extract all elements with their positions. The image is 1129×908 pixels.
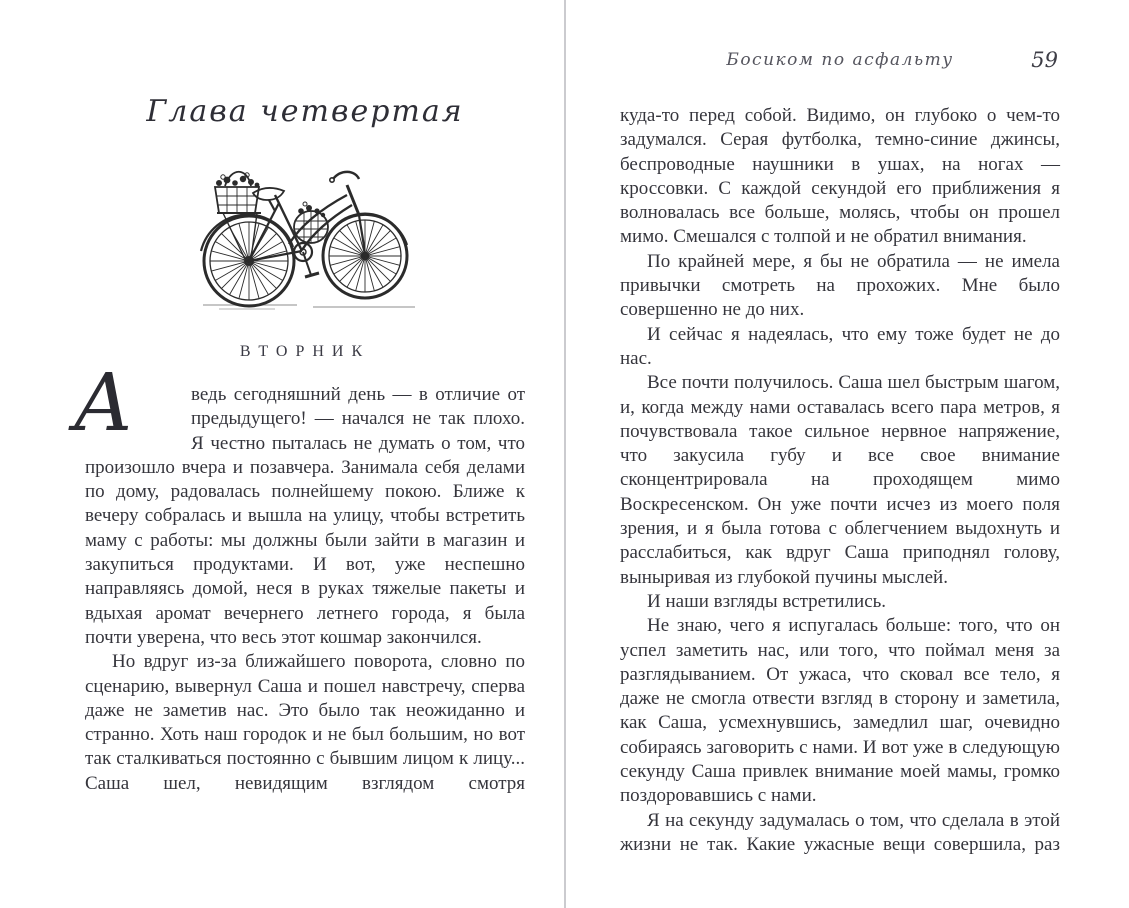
- right-page: [620, 0, 1060, 908]
- right-page-body: [620, 104, 1060, 857]
- bicycle-illustration: [189, 159, 421, 311]
- chapter-heading: Глава четвертая: [146, 94, 464, 129]
- left-page-body: [73, 356, 525, 796]
- page-number: 59: [1031, 48, 1058, 72]
- dropcap-box: [73, 356, 191, 449]
- paragraph-with-dropcap: [73, 356, 525, 650]
- running-head: Босиком по асфальту: [726, 50, 954, 70]
- dropcap-letter: А: [73, 356, 134, 449]
- bicycle-icon: [189, 159, 421, 311]
- paragraph: По крайней мере, я бы не обратила — не имела привычки смотреть на прохожих. Мне было совершенно не до них.: [620, 250, 1060, 321]
- paragraph: И наши взгляды встретились.: [647, 590, 887, 612]
- running-head-row: [620, 50, 1060, 80]
- paragraph-text: ведь сегодняшний день — в отличие от предыдущего! — начался не так плохо. Я честно пыталась не думать о том, что произошло вчера и позавчера. Занимала себя делами по дому, радовалась полнейшему покою. Ближе к вечеру собралась и вышла на улицу, чтобы встретить маму с работы: мы должны были зайти в магазин и закупиться продуктами. И вот, уже неспешно направляясь домой, неся в руках тяжелые пакеты и вдыхая аромат вечернего летнего города, я была почти уверена, что весь этот кошмар закончился.: [85, 384, 525, 648]
- paragraph: Все почти получилось. Саша шел быстрым шагом, и, когда между нами оставалась всего пара метров, я почувствовала такое сильное нервное напряжение, что закусила губу и все свое внимание сконцентрировала на проходящем мимо Воскресенском. Он уже почти исчез из моего поля зрения, и я была готова с облегчением выдохнуть и расслабиться, как вдруг Саша приподнял голову, выныривая из глубокой пучины мыслей.: [620, 372, 1060, 588]
- left-page: [73, 0, 525, 908]
- paragraph: И сейчас я надеялась, что ему тоже будет не до нас.: [620, 323, 1060, 369]
- paragraph: Но вдруг из-за ближайшего поворота, словно по сценарию, вывернул Саша и пошел навстречу, сперва даже не заметив нас. Это было так неожиданно и странно. Хоть наш городок и не был большим, но вот так сталкиваться постоянно с бывшим лицом к лицу... Саша шел, невидящим взглядом смотря: [85, 651, 525, 794]
- paragraph: куда-то перед собой. Видимо, он глубоко о чем-то задумался. Серая футболка, темно-синие джинсы, беспроводные наушники в ушах, на ногах — кроссовки. С каждой секундой его приближения я волновалась все больше, молясь, чтобы он прошел мимо. Смешался с толпой и не обратил внимания.: [620, 105, 1060, 248]
- paragraph: Я на секунду задумалась о том, что сделала в этой жизни не так. Какие ужасные вещи совершила, раз: [620, 809, 1060, 855]
- page-gutter-divider: [564, 0, 566, 908]
- paragraph: Не знаю, чего я испугалась больше: того, что он успел заметить нас, или того, что поймал меня за разглядыванием. От ужаса, что сковал все тело, я даже не смогла отвести взгляд в сторону и заметила, как Саша, усмехнувшись, замедлил шаг, очевидно собираясь заговорить с нами. И вот уже в следующую секунду Саша привлек внимание моей мамы, громко поздоровавшись с нами.: [620, 615, 1060, 807]
- day-heading: ВТОРНИК: [239, 343, 371, 360]
